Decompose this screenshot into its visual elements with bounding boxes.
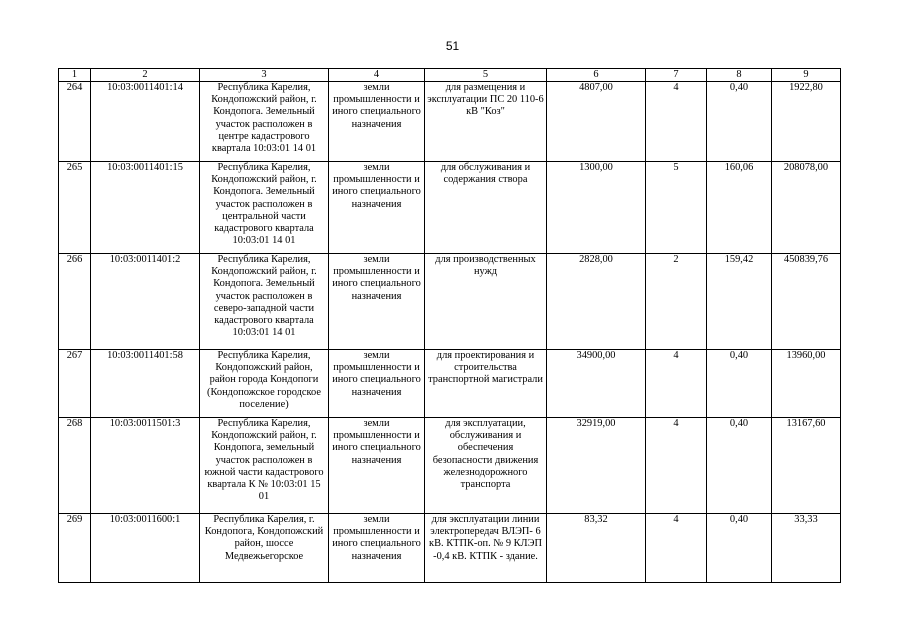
land-category-cell: земли промышленности и иного специального назначения — [329, 418, 425, 514]
land-category-cell: земли промышленности и иного специального назначения — [329, 350, 425, 418]
column-header: 7 — [646, 69, 707, 82]
land-category-cell: земли промышленности и иного специального назначения — [329, 514, 425, 583]
address-cell: Республика Карелия, Кондопожский район, г. Кондопога. Земельный участок расположен в северо-западной части кадастрового квартала 10:03:01 14 01 — [200, 254, 329, 350]
col7-cell: 4 — [646, 82, 707, 162]
sum-cell: 13960,00 — [772, 350, 841, 418]
table-row — [59, 162, 841, 254]
permitted-use-cell: для проектирования и строительства транспортной магистрали — [425, 350, 547, 418]
address-cell: Республика Карелия, Кондопожский район, район города Кондопоги (Кондопожское городское поселение) — [200, 350, 329, 418]
row-number: 266 — [59, 254, 91, 350]
column-header: 8 — [707, 69, 772, 82]
row-number: 267 — [59, 350, 91, 418]
area-cell: 4807,00 — [547, 82, 646, 162]
row-number: 265 — [59, 162, 91, 254]
area-cell: 1300,00 — [547, 162, 646, 254]
land-registry-table — [58, 68, 841, 583]
area-cell: 34900,00 — [547, 350, 646, 418]
table-row — [59, 350, 841, 418]
column-header: 1 — [59, 69, 91, 82]
col7-cell: 5 — [646, 162, 707, 254]
rate-cell: 0,40 — [707, 82, 772, 162]
sum-cell: 33,33 — [772, 514, 841, 583]
cadastral-number: 10:03:0011401:15 — [91, 162, 200, 254]
column-number-row — [59, 69, 841, 82]
column-header: 5 — [425, 69, 547, 82]
table-row — [59, 418, 841, 514]
column-header: 3 — [200, 69, 329, 82]
col7-cell: 4 — [646, 350, 707, 418]
cadastral-number: 10:03:0011600:1 — [91, 514, 200, 583]
table-row — [59, 82, 841, 162]
address-cell: Республика Карелия, Кондопожский район, г. Кондопога. Земельный участок расположен в центральной части кадастрового квартала 10:03:01 14 01 — [200, 162, 329, 254]
row-number: 264 — [59, 82, 91, 162]
area-cell: 32919,00 — [547, 418, 646, 514]
col7-cell: 4 — [646, 514, 707, 583]
cadastral-number: 10:03:0011401:14 — [91, 82, 200, 162]
permitted-use-cell: для эксплуатации линии электропередач ВЛЭП- 6 кВ. КТПК-оп. № 9 КЛЭП -0,4 кВ. КТПК - здание. — [425, 514, 547, 583]
cadastral-number: 10:03:0011401:2 — [91, 254, 200, 350]
rate-cell: 0,40 — [707, 350, 772, 418]
permitted-use-cell: для размещения и эксплуатации ПС 20 110-6 кВ "Коз" — [425, 82, 547, 162]
sum-cell: 13167,60 — [772, 418, 841, 514]
page-number: 51 — [445, 39, 460, 53]
address-cell: Республика Карелия, Кондопожский район, г. Кондопога, земельный участок расположен в южной части кадастрового квартала К № 10:03:01 15 01 — [200, 418, 329, 514]
land-category-cell: земли промышленности и иного специального назначения — [329, 162, 425, 254]
land-category-cell: земли промышленности и иного специального назначения — [329, 82, 425, 162]
area-cell: 2828,00 — [547, 254, 646, 350]
row-number: 268 — [59, 418, 91, 514]
column-header: 2 — [91, 69, 200, 82]
cadastral-number: 10:03:0011401:58 — [91, 350, 200, 418]
column-header: 9 — [772, 69, 841, 82]
cadastral-number: 10:03:0011501:3 — [91, 418, 200, 514]
permitted-use-cell: для эксплуатации, обслуживания и обеспечения безопасности движения железнодорожного транспорта — [425, 418, 547, 514]
col7-cell: 4 — [646, 418, 707, 514]
rate-cell: 160,06 — [707, 162, 772, 254]
table-row — [59, 254, 841, 350]
row-number: 269 — [59, 514, 91, 583]
rate-cell: 0,40 — [707, 418, 772, 514]
sum-cell: 208078,00 — [772, 162, 841, 254]
column-header: 4 — [329, 69, 425, 82]
land-category-cell: земли промышленности и иного специального назначения — [329, 254, 425, 350]
permitted-use-cell: для обслуживания и содержания створа — [425, 162, 547, 254]
rate-cell: 0,40 — [707, 514, 772, 583]
area-cell: 83,32 — [547, 514, 646, 583]
col7-cell: 2 — [646, 254, 707, 350]
sum-cell: 450839,76 — [772, 254, 841, 350]
permitted-use-cell: для производственных нужд — [425, 254, 547, 350]
address-cell: Республика Карелия, г. Кондопога, Кондопожский район, шоссе Медвежьегорское — [200, 514, 329, 583]
table-row — [59, 514, 841, 583]
sum-cell: 1922,80 — [772, 82, 841, 162]
rate-cell: 159,42 — [707, 254, 772, 350]
address-cell: Республика Карелия, Кондопожский район, г. Кондопога. Земельный участок расположен в центре кадастрового квартала 10:03:01 14 01 — [200, 82, 329, 162]
column-header: 6 — [547, 69, 646, 82]
